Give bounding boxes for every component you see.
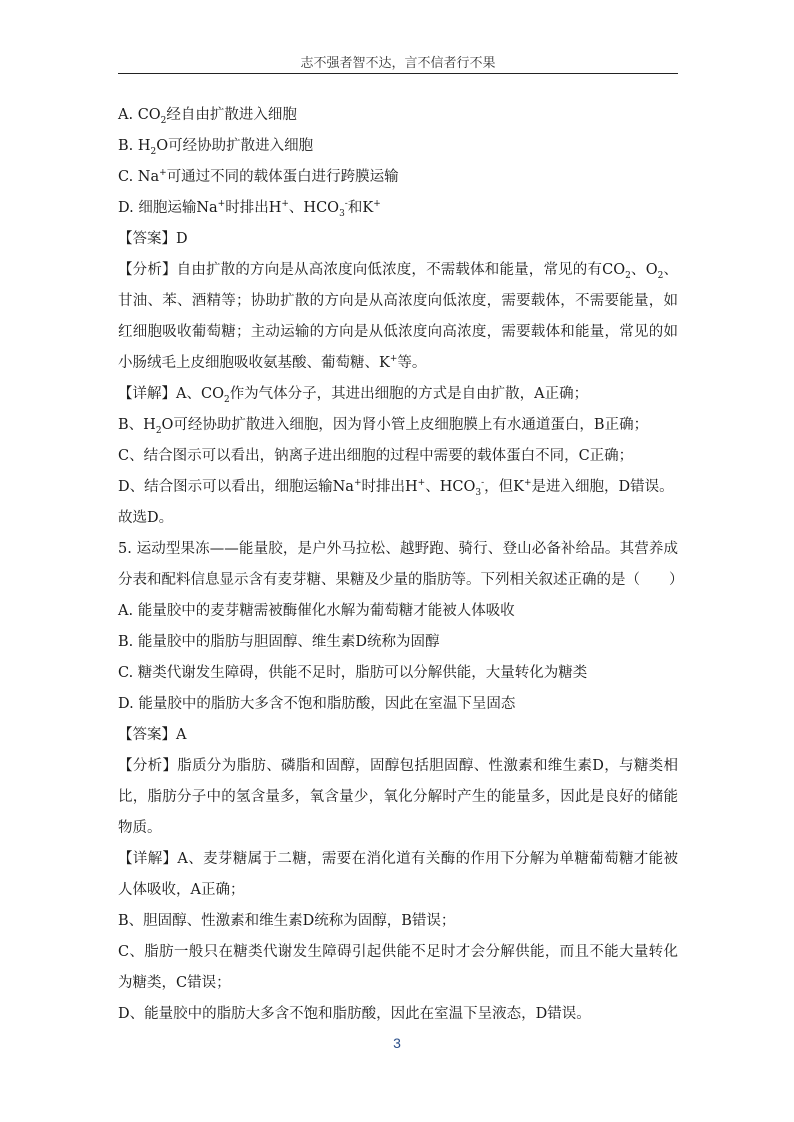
page-number: 3 xyxy=(393,1035,401,1051)
q4-opt-d: D. 细胞运输Na+时排出H+、$HCO_3^-$和K+ xyxy=(118,199,381,219)
page-header-motto: 志不强者智不达，言不信者行不果 xyxy=(300,56,496,71)
q4-answer: 【答案】D xyxy=(118,231,188,247)
q5-detail-b: B、胆固醇、性激素和维生素D统称为固醇，B错误； xyxy=(118,913,456,929)
q4-detail-c: C、结合图示可以看出，钠离子进出细胞的过程中需要的载体蛋白不同，C正确； xyxy=(118,448,634,464)
q4-opt-c: C. Na+可通过不同的载体蛋白进行跨膜运输 xyxy=(118,168,399,185)
q4-opt-b: B. $H_2O$可经协助扩散进入细胞 xyxy=(118,138,314,157)
q5-detail-a: 【详解】A、麦芽糖属于二糖，需要在消化道有关酶的作用下分解为单糖葡萄糖才能被人体吸收，A正确； xyxy=(118,851,678,898)
document-body xyxy=(118,100,684,1030)
q5-opt-c: C. 糖类代谢发生障碍，供能不足时，脂肪可以分解供能，大量转化为糖类 xyxy=(118,665,588,681)
q4-detail-d: D、结合图示可以看出，细胞运输Na+时排出H+、$HCO_3^-$，但K+是进入细胞，D错误。 xyxy=(118,478,674,498)
header-divider xyxy=(118,73,678,74)
q4-detail-a: 【详解】A、$CO_2$作为气体分子，其进出细胞的方式是自由扩散，A正确； xyxy=(118,386,589,405)
q5-detail-d: D、能量胶中的脂肪大多含不饱和脂肪酸，因此在室温下呈液态，D错误。 xyxy=(118,1006,591,1022)
q5-opt-d: D. 能量胶中的脂肪大多含不饱和脂肪酸，因此在室温下呈固态 xyxy=(118,696,516,712)
q5-answer: 【答案】A xyxy=(118,727,187,743)
q5-stem: 5. 运动型果冻——能量胶，是户外马拉松、越野跑、骑行、登山必备补给品。其营养成分表和配料信息显示含有麦芽糖、果糖及少量的脂肪等。下列相关叙述正确的是（ ） xyxy=(118,541,684,588)
q4-analysis: 【分析】自由扩散的方向是从高浓度向低浓度，不需载体和能量，常见的有$CO_2$、$O_2$、甘油、苯、酒精等；协助扩散的方向是从高浓度向低浓度，需要载体，不需要能量，如红细胞吸收葡萄糖；主动运输的方向是从低浓度向高浓度，需要载体和能量，常见的如小肠绒毛上皮细胞吸收氨基酸、葡萄糖、K+等。 xyxy=(118,262,678,371)
q4-conclusion: 故选D。 xyxy=(118,510,174,526)
q5-detail-c: C、脂肪一般只在糖类代谢发生障碍引起供能不足时才会分解供能，而且不能大量转化为糖类，C错误； xyxy=(118,944,678,991)
q5-opt-a: A. 能量胶中的麦芽糖需被酶催化水解为葡萄糖才能被人体吸收 xyxy=(118,603,515,619)
q5-analysis: 【分析】脂质分为脂肪、磷脂和固醇，固醇包括胆固醇、性激素和维生素D，与糖类相比，脂肪分子中的氢含量多，氧含量少，氧化分解时产生的能量多，因此是良好的储能物质。 xyxy=(118,758,678,836)
q4-detail-b: B、$H_2O$可经协助扩散进入细胞，因为肾小管上皮细胞膜上有水通道蛋白，B正确； xyxy=(118,417,649,436)
q5-opt-b: B. 能量胶中的脂肪与胆固醇、维生素D统称为固醇 xyxy=(118,634,440,650)
q4-opt-a: A. $CO_2$经自由扩散进入细胞 xyxy=(118,107,297,126)
